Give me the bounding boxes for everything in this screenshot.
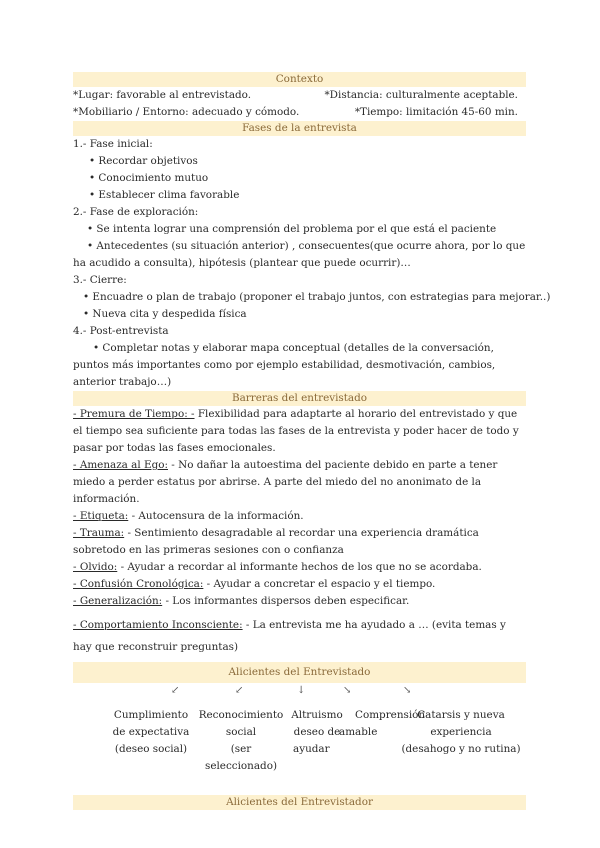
spacer	[73, 781, 526, 795]
context-mobiliario: *Mobiliario / Entorno: adecuado y cómodo.	[73, 106, 300, 118]
fase-2-item: • Antecedentes (su situación anterior) , consecuentes(que ocurre ahora, por lo que ha acudido a consulta), hipótesis (plantear que puede ocurrir)…	[73, 240, 526, 269]
arrow-down-right-icon: ↘	[403, 685, 412, 696]
section-header-alicientes-entrevistador: Alicientes del Entrevistador	[73, 795, 526, 810]
section-header-barreras: Barreras del entrevistado	[73, 391, 526, 406]
spacer	[73, 767, 526, 781]
barrera-label: - Comportamiento Inconsciente:	[73, 619, 243, 631]
context-distancia: *Distancia: culturalmente aceptable.	[324, 89, 518, 101]
aliciente-line: (ser seleccionado)	[204, 743, 278, 772]
alicientes-columns	[73, 707, 526, 772]
aliciente-line: (desahogo y no rutina)	[401, 743, 521, 755]
barrera-label: - Generalización:	[73, 595, 163, 607]
fase-3-item: • Encuadre o plan de trabajo (proponer el trabajo juntos, con estrategias para mejorar..)	[83, 291, 551, 303]
aliciente-line: ayudar	[293, 743, 330, 755]
fase-3-item: • Nueva cita y despedida física	[83, 308, 247, 320]
barrera-item	[73, 593, 526, 610]
barrera-item	[73, 406, 526, 457]
arrow-row	[73, 683, 526, 707]
barrera-text: - No dañar la autoestima del paciente debido en parte a tener miedo a perder estatus por abrirse. A parte del miedo del no anonimato de la información.	[73, 459, 498, 505]
barrera-label: - Premura de Tiempo: -	[73, 408, 195, 420]
barrera-text: - Ayudar a concretar el espacio y el tiempo.	[203, 578, 436, 590]
aliciente-line: Reconocimiento	[198, 709, 284, 721]
aliciente-column	[399, 707, 523, 758]
aliciente-line: deseo de	[293, 726, 341, 738]
arrow-down-icon: ↓	[297, 685, 306, 696]
section-header-fases: Fases de la entrevista	[73, 121, 526, 136]
aliciente-line: amable	[339, 726, 378, 738]
section-header-contexto: Contexto	[73, 72, 526, 87]
section-header-alicientes-entrevistado: Alicientes del Entrevistado	[73, 662, 526, 683]
aliciente-column	[289, 707, 345, 758]
barrera-label: - Etiqueta:	[73, 510, 129, 522]
context-row-1	[73, 87, 526, 104]
fase-4-item: • Completar notas y elaborar mapa conceptual (detalles de la conversación, puntos más importantes como por ejemplo estabilidad, desmotivación, cambios, anterior trabajo…)	[73, 342, 496, 388]
arrow-down-left-icon: ↙	[171, 685, 180, 696]
barrera-text: - Ayudar a recordar al informante hechos de los que no se acordaba.	[117, 561, 482, 573]
aliciente-column	[111, 707, 191, 758]
context-row-2	[73, 104, 526, 121]
barrera-item	[73, 614, 526, 658]
barrera-item	[73, 576, 526, 593]
fase-3-title: 3.- Cierre:	[73, 274, 127, 286]
aliciente-line: (deseo social)	[114, 743, 188, 755]
barrera-label: - Trauma:	[73, 527, 125, 539]
barrera-item	[73, 457, 526, 508]
context-lugar: *Lugar: favorable al entrevistado.	[73, 89, 252, 101]
barrera-text: - Autocensura de la información.	[128, 510, 304, 522]
arrow-down-right-icon: ↘	[343, 685, 352, 696]
fase-2-item: • Se intenta lograr una comprensión del problema por el que está el paciente	[87, 223, 497, 235]
document-content	[73, 72, 551, 810]
fase-1-title: 1.- Fase inicial:	[73, 138, 153, 150]
barrera-label: - Confusión Cronológica:	[73, 578, 204, 590]
fase-2-title: 2.- Fase de exploración:	[73, 206, 199, 218]
barrera-text: - Sentimiento desagradable al recordar una experiencia dramática sobretodo en las primeras sesiones con o confianza	[73, 527, 479, 556]
fase-1-item: • Recordar objetivos	[89, 155, 198, 167]
barrera-item	[73, 525, 526, 559]
barrera-item	[73, 559, 526, 576]
aliciente-line: social	[225, 726, 257, 738]
barrera-text: - La entrevista me ha ayudado a … (evita temas y hay que reconstruir preguntas)	[73, 619, 506, 653]
barrera-text: Flexibilidad para adaptarte al horario del entrevistado y que el tiempo sea suficiente para todas las fases de la entrevista y poder hacer de todo y pasar por todas las fases emocionales.	[73, 408, 519, 454]
aliciente-line: de expectativa	[112, 726, 190, 738]
aliciente-line: Cumplimiento	[113, 709, 189, 721]
aliciente-column	[195, 707, 287, 775]
context-tiempo: *Tiempo: limitación 45-60 min.	[354, 106, 518, 118]
fase-1-item: • Conocimiento mutuo	[89, 172, 209, 184]
barrera-text: - Los informantes dispersos deben especificar.	[162, 595, 410, 607]
aliciente-line: Catarsis y nueva	[417, 709, 505, 721]
aliciente-line: experiencia	[430, 726, 492, 738]
fase-1-item: • Establecer clima favorable	[89, 189, 240, 201]
barrera-label: - Amenaza al Ego:	[73, 459, 168, 471]
aliciente-line: Altruismo	[291, 709, 343, 721]
barrera-item	[73, 508, 526, 525]
aliciente-line: Comprensión	[355, 709, 426, 721]
fase-4-title: 4.- Post-entrevista	[73, 325, 169, 337]
arrow-down-left-icon: ↙	[235, 685, 244, 696]
barrera-label: - Olvido:	[73, 561, 118, 573]
